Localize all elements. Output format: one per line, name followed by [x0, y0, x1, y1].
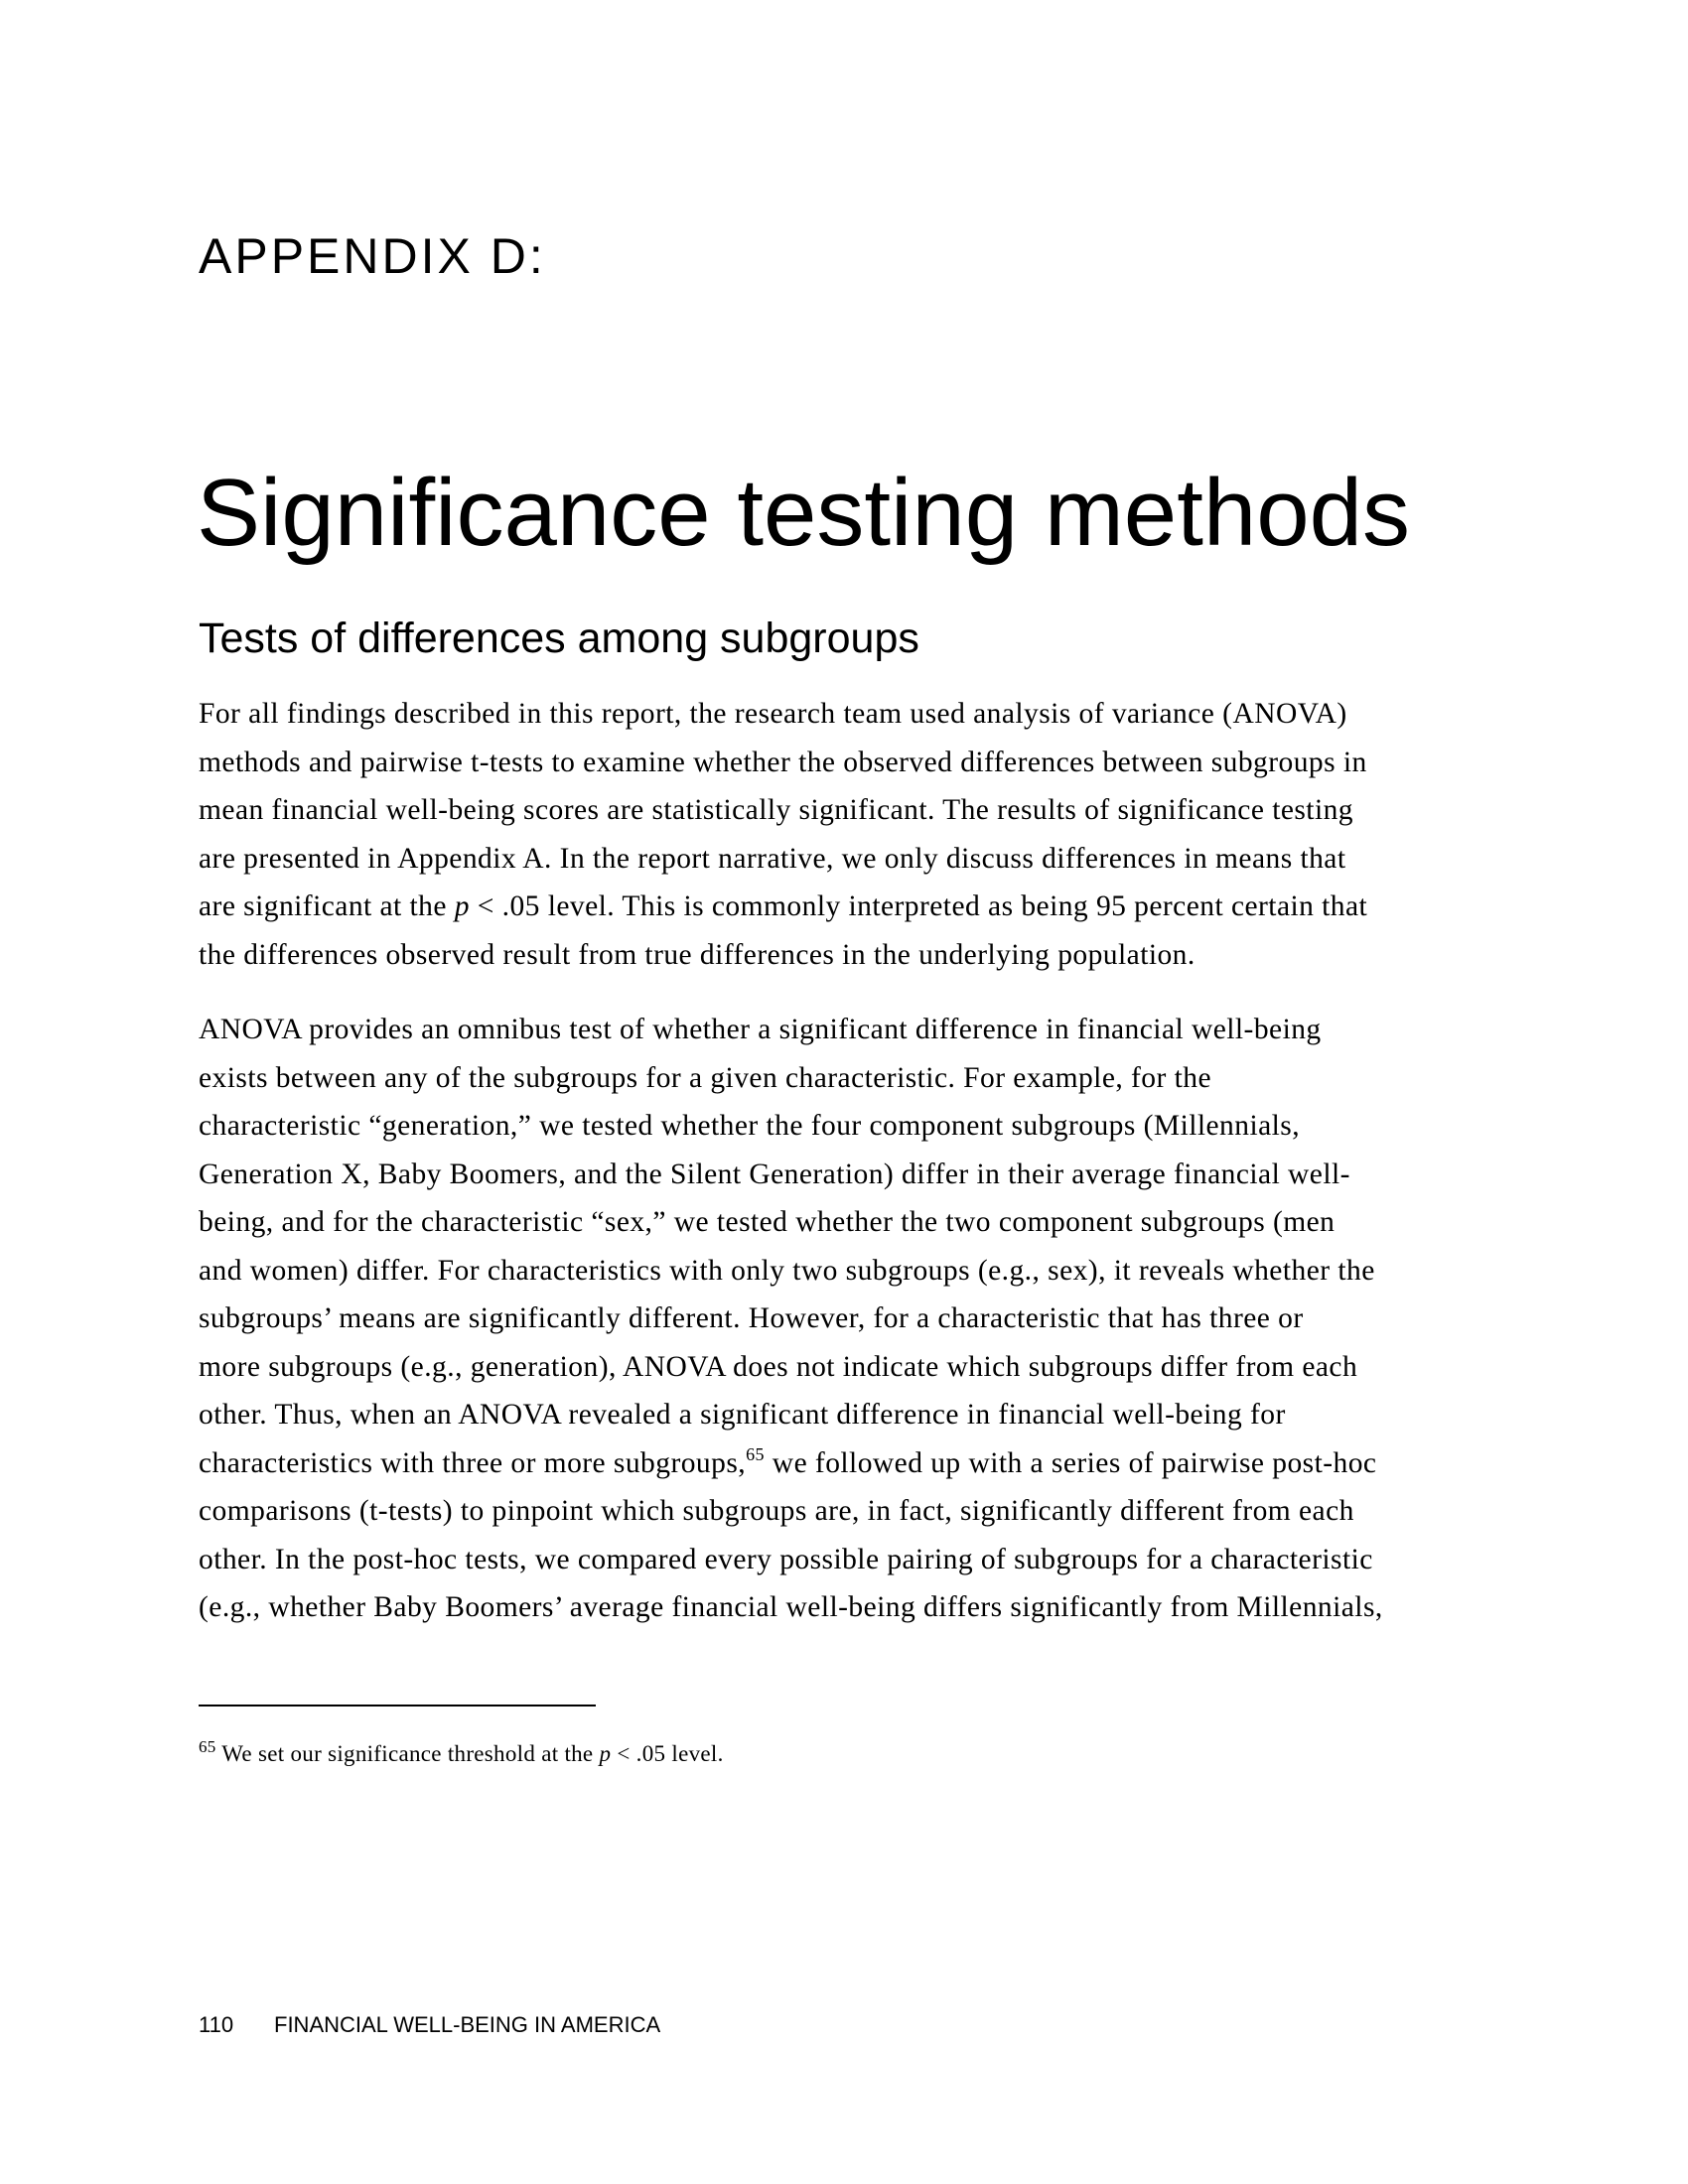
text-line: other. In the post-hoc tests, we compared every possible pairing of subgroups for a characteristic: [199, 1543, 1373, 1575]
text-line: subgroups’ means are significantly different. However, for a characteristic that has three or: [199, 1302, 1304, 1334]
running-title: FINANCIAL WELL-BEING IN AMERICA: [274, 2012, 661, 2037]
italic-p: p: [454, 890, 470, 922]
text-line: the differences observed result from true differences in the underlying population.: [199, 938, 1196, 971]
footnote-reference[interactable]: 65: [746, 1443, 765, 1464]
text-line: being, and for the characteristic “sex,” we tested whether the two component subgroups (men: [199, 1206, 1336, 1238]
footnote: [199, 1739, 724, 1769]
text-line: characteristic “generation,” we tested whether the four component subgroups (Millennials,: [199, 1110, 1301, 1142]
footnote-divider: [199, 1705, 596, 1706]
text-line: [199, 883, 1499, 931]
page-footer: [199, 2012, 660, 2038]
italic-p: p: [599, 1741, 612, 1766]
footnote-text: < .05 level.: [611, 1741, 724, 1766]
text-line: methods and pairwise t-tests to examine whether the observed differences between subgroups in: [199, 746, 1367, 778]
body-text: [199, 690, 1499, 1659]
text-line: comparisons (t-tests) to pinpoint which subgroups are, in fact, significantly different from each: [199, 1495, 1354, 1527]
text-line: are presented in Appendix A. In the report narrative, we only discuss differences in means that: [199, 842, 1346, 875]
text-line: (e.g., whether Baby Boomers’ average financial well-being differs significantly from Millennials,: [199, 1591, 1383, 1623]
text-fragment: are significant at the: [199, 890, 455, 922]
text-line: more subgroups (e.g., generation), ANOVA does not indicate which subgroups differ from each: [199, 1350, 1358, 1383]
paragraph-1: [199, 690, 1499, 979]
text-line: exists between any of the subgroups for a given characteristic. For example, for the: [199, 1061, 1211, 1094]
page-title: Significance testing methods: [197, 460, 1411, 566]
text-line: [199, 1439, 1499, 1488]
section-heading: Tests of differences among subgroups: [199, 614, 919, 662]
text-line: Generation X, Baby Boomers, and the Silent Generation) differ in their average financial well-: [199, 1158, 1350, 1190]
text-line: and women) differ. For characteristics with only two subgroups (e.g., sex), it reveals whether the: [199, 1254, 1375, 1287]
text-fragment: < .05 level. This is commonly interpreted as being 95 percent certain that: [469, 890, 1368, 922]
text-fragment: we followed up with a series of pairwise post-hoc: [764, 1446, 1377, 1479]
text-line: other. Thus, when an ANOVA revealed a significant difference in financial well-being for: [199, 1399, 1286, 1431]
footnote-number: 65: [199, 1737, 216, 1756]
text-line: ANOVA provides an omnibus test of whether a significant difference in financial well-being: [199, 1014, 1322, 1045]
text-line: mean financial well-being scores are statistically significant. The results of significance testing: [199, 794, 1354, 826]
text-fragment: characteristics with three or more subgroups,: [199, 1446, 747, 1479]
paragraph-2: [199, 1006, 1499, 1632]
appendix-label: APPENDIX D:: [199, 228, 546, 284]
page-number: 110: [199, 2012, 234, 2037]
footnote-text: We set our significance threshold at the: [215, 1741, 600, 1766]
text-line: For all findings described in this report, the research team used analysis of variance (ANOVA): [199, 698, 1347, 730]
